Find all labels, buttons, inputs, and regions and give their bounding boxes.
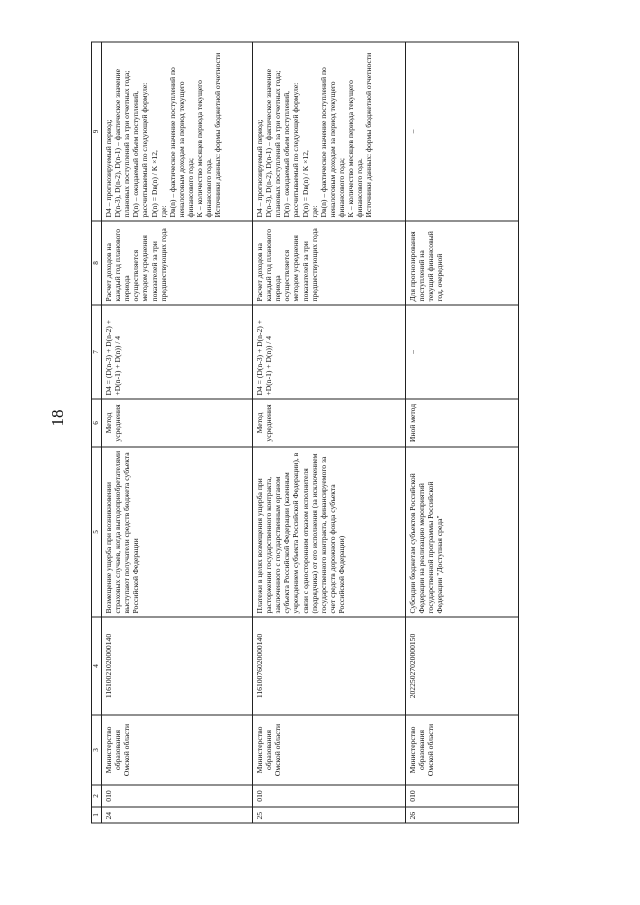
admin-code: 010 (102, 785, 253, 807)
rotated-table-wrapper (91, 43, 549, 824)
col-header: 6 (92, 399, 102, 447)
indicator-description (102, 42, 253, 221)
revenue-forecast-table (91, 42, 519, 824)
note-line: K – количество месяцев периода текущего финансового года. (346, 80, 365, 218)
col-header: 7 (92, 305, 102, 399)
column-number-row (92, 42, 102, 823)
indicator-description: – (406, 42, 519, 221)
indicator-description (253, 42, 406, 221)
note-line: D(n) = Dв(n) / K ×12, (300, 150, 310, 218)
note-line: D(n-3), D(n-2), D(n-1) – фактическое значение плановых поступлений за три отчетных года; (113, 69, 132, 218)
col-header: 1 (92, 807, 102, 823)
budget-classification-code: 11610021020000140 (102, 617, 253, 715)
note-line: Источники данных: формы бюджетной отчетности (213, 52, 223, 218)
note-line: D(n) – ожидаемый объем поступлений, рассчитываемый по следующей формуле: (131, 82, 150, 218)
row-number: 25 (253, 807, 406, 823)
administrator-name: Министерство образования Омской области (253, 715, 406, 785)
note-line: Источники данных: формы бюджетной отчетности (364, 52, 374, 218)
calculation-algorithm: Для прогнозирования поступлений на текущий финансовый год, очередной (406, 221, 519, 305)
col-header: 9 (92, 42, 102, 221)
col-header: 5 (92, 447, 102, 617)
note-line: K – количество месяцев периода текущего финансового года. (195, 80, 214, 218)
forecast-method: Метод усреднения (102, 399, 253, 447)
administrator-name: Министерство образования Омской области (406, 715, 519, 785)
forecast-formula: D4 = (D(n-3) + D(n-2) + +D(n-1) + D(n)) / 4 (102, 305, 253, 399)
forecast-method: Метод усреднения (253, 399, 406, 447)
forecast-formula: D4 = (D(n-3) + D(n-2) + +D(n-1) + D(n)) / 4 (253, 305, 406, 399)
row-number: 24 (102, 807, 253, 823)
table-row (102, 42, 253, 823)
note-line: где: (158, 205, 168, 218)
col-header: 8 (92, 221, 102, 305)
note-line: D4 – прогнозируемый период; (255, 119, 264, 218)
revenue-name: Возмещение ущерба при возникновении страховых случаев, когда выгодоприобретателями выступают получатели средств бюджета субъекта Российской Федерации (102, 447, 253, 617)
calculation-algorithm: Расчет доходов на каждый год планового периода осуществляется методом усреднения показателей за три предшествующих года (253, 221, 406, 305)
col-header: 2 (92, 785, 102, 807)
table-row (406, 42, 519, 823)
admin-code: 010 (406, 785, 519, 807)
admin-code: 010 (253, 785, 406, 807)
calculation-algorithm: Расчет доходов на каждый год планового периода осуществляется методом усреднения показателей за три предшествующих года (102, 221, 253, 305)
budget-classification-code: 20225027020000150 (406, 617, 519, 715)
note-line: D(n) = Dв(n) / K ×12, (149, 150, 159, 218)
page-number: 18 (48, 409, 67, 427)
revenue-name: Субсидии бюджетам субъектов Российской Федерации на реализацию мероприятий государственной программы Российской Федерации "Доступная среда" (406, 447, 519, 617)
note-line: D(n-3), D(n-2), D(n-1) – фактическое значение плановых поступлений за три отчетных года; (264, 69, 283, 218)
col-header: 4 (92, 617, 102, 715)
forecast-formula: – (406, 305, 519, 399)
row-number: 26 (406, 807, 519, 823)
note-line: D(n) – ожидаемый объем поступлений, рассчитываемый по следующей формуле: (282, 82, 301, 218)
col-header: 3 (92, 715, 102, 785)
note-line: Dв(n) – фактическое значение поступлений по неналоговым доходам за период текущего финансового года; (167, 67, 195, 218)
administrator-name: Министерство образования Омской области (102, 715, 253, 785)
note-line: где: (309, 205, 319, 218)
revenue-name: Платежи в целях возмещения ущерба при расторжении государственного контракта, заключенного с государственным органом субъекта Российской Федерации (казенным учреждением субъекта Российской Федерации), в связи с односторонним отказом исполнителя (подрядчика) от его исполнения (за исключением государственного контракта, финансируемого за счет средств дорожного фонда субъекта Российской Федерации) (253, 447, 406, 617)
budget-classification-code: 11610076020000140 (253, 617, 406, 715)
note-line: D4 – прогнозируемый период; (104, 119, 113, 218)
note-line: Dв(n) – фактическое значение поступлений по неналоговым доходам за период текущего финансового года; (318, 67, 346, 218)
forecast-method: Иной метод (406, 399, 519, 447)
table-row (253, 42, 406, 823)
